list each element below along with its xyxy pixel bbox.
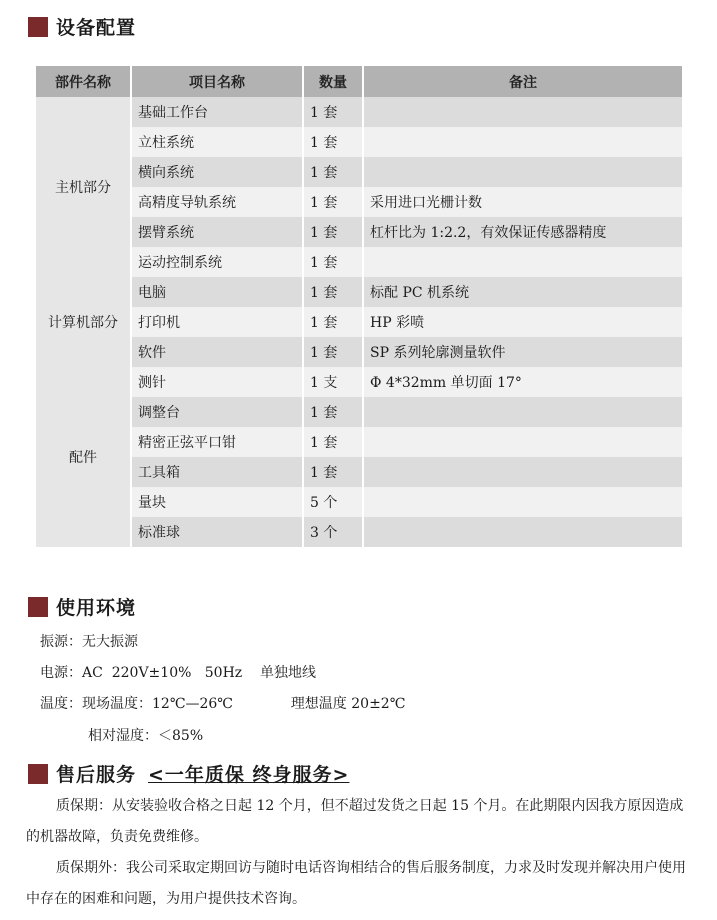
section-title: 设备配置 <box>56 17 137 39</box>
table-row <box>36 487 682 517</box>
group-name-cell: 计算机部分 <box>36 277 132 367</box>
note-cell <box>364 397 682 427</box>
quantity-cell: 1 套 <box>304 307 364 337</box>
table-row <box>36 397 682 427</box>
item-name-cell: 工具箱 <box>132 457 304 487</box>
column-header: 部件名称 <box>36 66 132 97</box>
note-cell <box>364 97 682 127</box>
table-row <box>36 307 682 337</box>
quantity-cell: 1 套 <box>304 457 364 487</box>
post-warranty-paragraph: 质保期外：我公司采取定期回访与随时电话咨询相结合的售后服务制度，力求及时发现并解决用户使用中存在的困难和问题，为用户提供技术咨询。 <box>26 860 686 907</box>
table-row <box>36 457 682 487</box>
config-table <box>36 66 682 547</box>
quantity-cell: 3 个 <box>304 517 364 547</box>
item-name-cell: 测针 <box>132 367 304 397</box>
quantity-cell: 1 套 <box>304 397 364 427</box>
quantity-cell: 1 套 <box>304 247 364 277</box>
quantity-cell: 1 套 <box>304 337 364 367</box>
table-row <box>36 517 682 547</box>
note-cell: 杠杆比为 1:2.2，有效保证传感器精度 <box>364 217 682 247</box>
table-row <box>36 367 682 397</box>
quantity-cell: 1 套 <box>304 217 364 247</box>
item-name-cell: 量块 <box>132 487 304 517</box>
note-cell <box>364 247 682 277</box>
quantity-cell: 1 套 <box>304 277 364 307</box>
note-cell <box>364 127 682 157</box>
note-cell: 采用进口光栅计数 <box>364 187 682 217</box>
group-name-cell: 主机部分 <box>36 97 132 277</box>
item-name-cell: 立柱系统 <box>132 127 304 157</box>
item-name-cell: 高精度导轨系统 <box>132 187 304 217</box>
table-row <box>36 157 682 187</box>
section-title: 售后服务 <box>56 764 137 786</box>
table-row <box>36 127 682 157</box>
table-row <box>36 277 682 307</box>
quantity-cell: 1 套 <box>304 187 364 217</box>
note-cell: SP 系列轮廓测量软件 <box>364 337 682 367</box>
column-header: 备注 <box>364 66 682 97</box>
item-name-cell: 电脑 <box>132 277 304 307</box>
note-cell <box>364 487 682 517</box>
quantity-cell: 1 套 <box>304 427 364 457</box>
section-heading-service <box>28 760 349 787</box>
group-name-cell: 配件 <box>36 367 132 547</box>
quantity-cell: 1 套 <box>304 97 364 127</box>
item-name-cell: 精密正弦平口钳 <box>132 427 304 457</box>
item-name-cell: 打印机 <box>132 307 304 337</box>
note-cell: Φ 4*32mm 单切面 17° <box>364 367 682 397</box>
warranty-paragraph: 质保期：从安装验收合格之日起 12 个月，但不超过发货之日起 15 个月。在此期限内因我方原因造成的机器故障，负责免费维修。 <box>26 798 684 845</box>
section-heading-environment <box>28 593 136 620</box>
quantity-cell: 5 个 <box>304 487 364 517</box>
section-title: 使用环境 <box>56 597 137 619</box>
section-marker-icon <box>28 17 48 37</box>
note-cell <box>364 517 682 547</box>
note-cell: 标配 PC 机系统 <box>364 277 682 307</box>
service-slogan: <一年质保 终身服务> <box>148 764 350 786</box>
section-marker-icon <box>28 597 48 617</box>
item-name-cell: 基础工作台 <box>132 97 304 127</box>
note-cell <box>364 457 682 487</box>
env-line-temperature: 温度：现场温度：12℃—26℃ 理想温度 20±2℃ <box>40 696 406 712</box>
table-row <box>36 247 682 277</box>
quantity-cell: 1 支 <box>304 367 364 397</box>
item-name-cell: 调整台 <box>132 397 304 427</box>
env-line-vibration: 振源：无大振源 <box>40 634 138 650</box>
note-cell: HP 彩喷 <box>364 307 682 337</box>
section-marker-icon <box>28 764 48 784</box>
item-name-cell: 标准球 <box>132 517 304 547</box>
table-header-row <box>36 66 682 97</box>
table-row <box>36 217 682 247</box>
quantity-cell: 1 套 <box>304 127 364 157</box>
note-cell <box>364 157 682 187</box>
table-row <box>36 337 682 367</box>
column-header: 项目名称 <box>132 66 304 97</box>
table-row <box>36 187 682 217</box>
item-name-cell: 软件 <box>132 337 304 367</box>
env-line-humidity: 相对湿度：＜85% <box>88 728 204 744</box>
item-name-cell: 运动控制系统 <box>132 247 304 277</box>
item-name-cell: 摆臂系统 <box>132 217 304 247</box>
env-line-power: 电源：AC 220V±10% 50Hz 单独地线 <box>40 665 316 681</box>
table-row <box>36 97 682 127</box>
section-heading-config <box>28 13 136 40</box>
item-name-cell: 横向系统 <box>132 157 304 187</box>
note-cell <box>364 427 682 457</box>
column-header: 数量 <box>304 66 364 97</box>
quantity-cell: 1 套 <box>304 157 364 187</box>
table-row <box>36 427 682 457</box>
